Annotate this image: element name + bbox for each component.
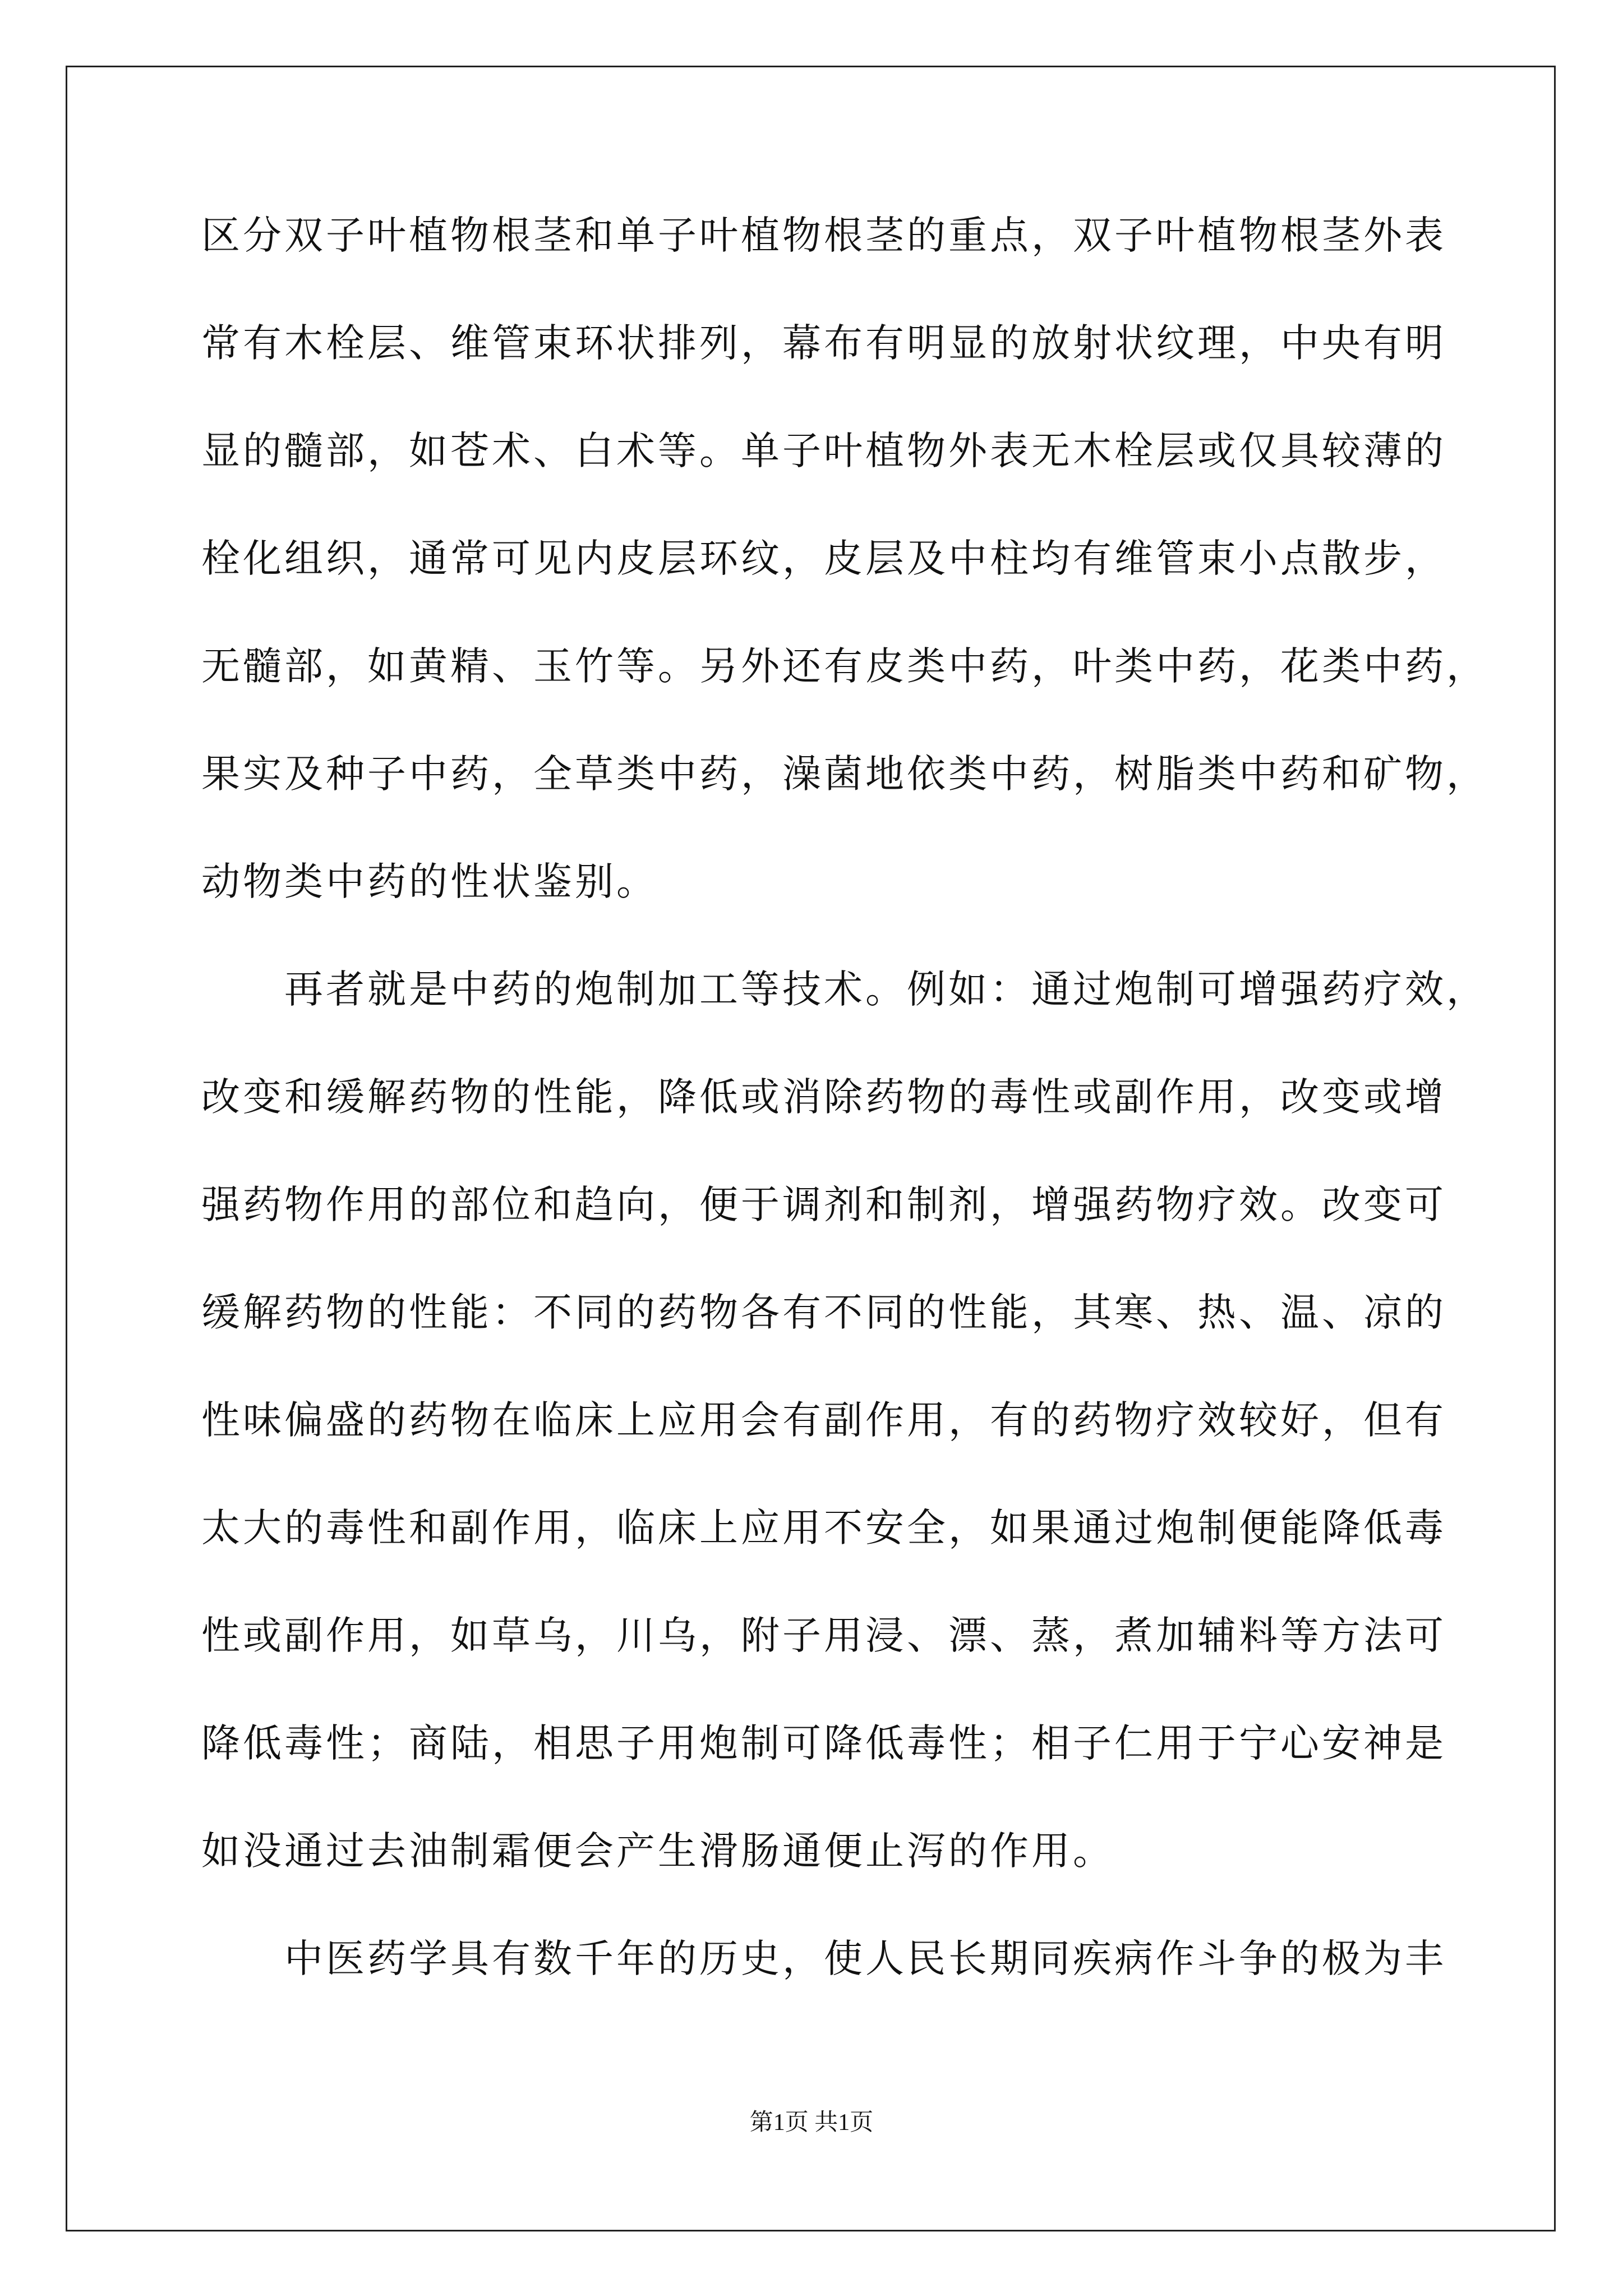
page-footer: 第1页 共1页: [749, 2110, 874, 2136]
text-line: 性或副作用，如草乌，川乌，附子用浸、漂、蒸，煮加辅料等方法可: [201, 1613, 1446, 1658]
text-line: 区分双子叶植物根茎和单子叶植物根茎的重点，双子叶植物根茎外表: [201, 213, 1446, 258]
text-line: 强药物作用的部位和趋向，便于调剂和制剂，增强药物疗效。改变可: [201, 1182, 1446, 1227]
text-line: 改变和缓解药物的性能，降低或消除药物的毒性或副作用，改变或增: [201, 1075, 1446, 1120]
text-line: 果实及种子中药，全草类中药，澡菌地依类中药，树脂类中药和矿物，: [201, 752, 1488, 797]
text-line: 缓解药物的性能：不同的药物各有不同的性能，其寒、热、温、凉的: [201, 1290, 1446, 1335]
paragraph-3: [201, 1928, 1444, 2036]
text-line: 无髓部，如黄精、玉竹等。另外还有皮类中药，叶类中药，花类中药，: [201, 644, 1488, 689]
paragraph-1: [201, 205, 1488, 959]
document-body: [201, 205, 1488, 2036]
text-line: 显的髓部，如苍术、白术等。单子叶植物外表无木栓层或仅具较薄的: [201, 429, 1446, 473]
text-line: 中医药学具有数千年的历史，使人民长期同疾病作斗争的极为丰: [284, 1936, 1446, 1981]
text-line: 性味偏盛的药物在临床上应用会有副作用，有的药物疗效较好，但有: [201, 1398, 1446, 1443]
text-line: 再者就是中药的炮制加工等技术。例如：通过炮制可增强药疗效，: [284, 967, 1488, 1012]
text-line: 常有木栓层、维管束环状排列，幕布有明显的放射状纹理，中央有明: [201, 321, 1446, 366]
text-line: 动物类中药的性状鉴别。: [201, 859, 658, 904]
paragraph-2: [201, 959, 1488, 1928]
text-line: 降低毒性；商陆，相思子用炮制可降低毒性；相子仁用于宁心安神是: [201, 1721, 1446, 1766]
text-line: 如没通过去油制霜便会产生滑肠通便止泻的作用。: [201, 1829, 1114, 1874]
text-line: 太大的毒性和副作用，临床上应用不安全，如果通过炮制便能降低毒: [201, 1506, 1446, 1550]
text-line: 栓化组织，通常可见内皮层环纹，皮层及中柱均有维管束小点散步，: [201, 536, 1446, 581]
